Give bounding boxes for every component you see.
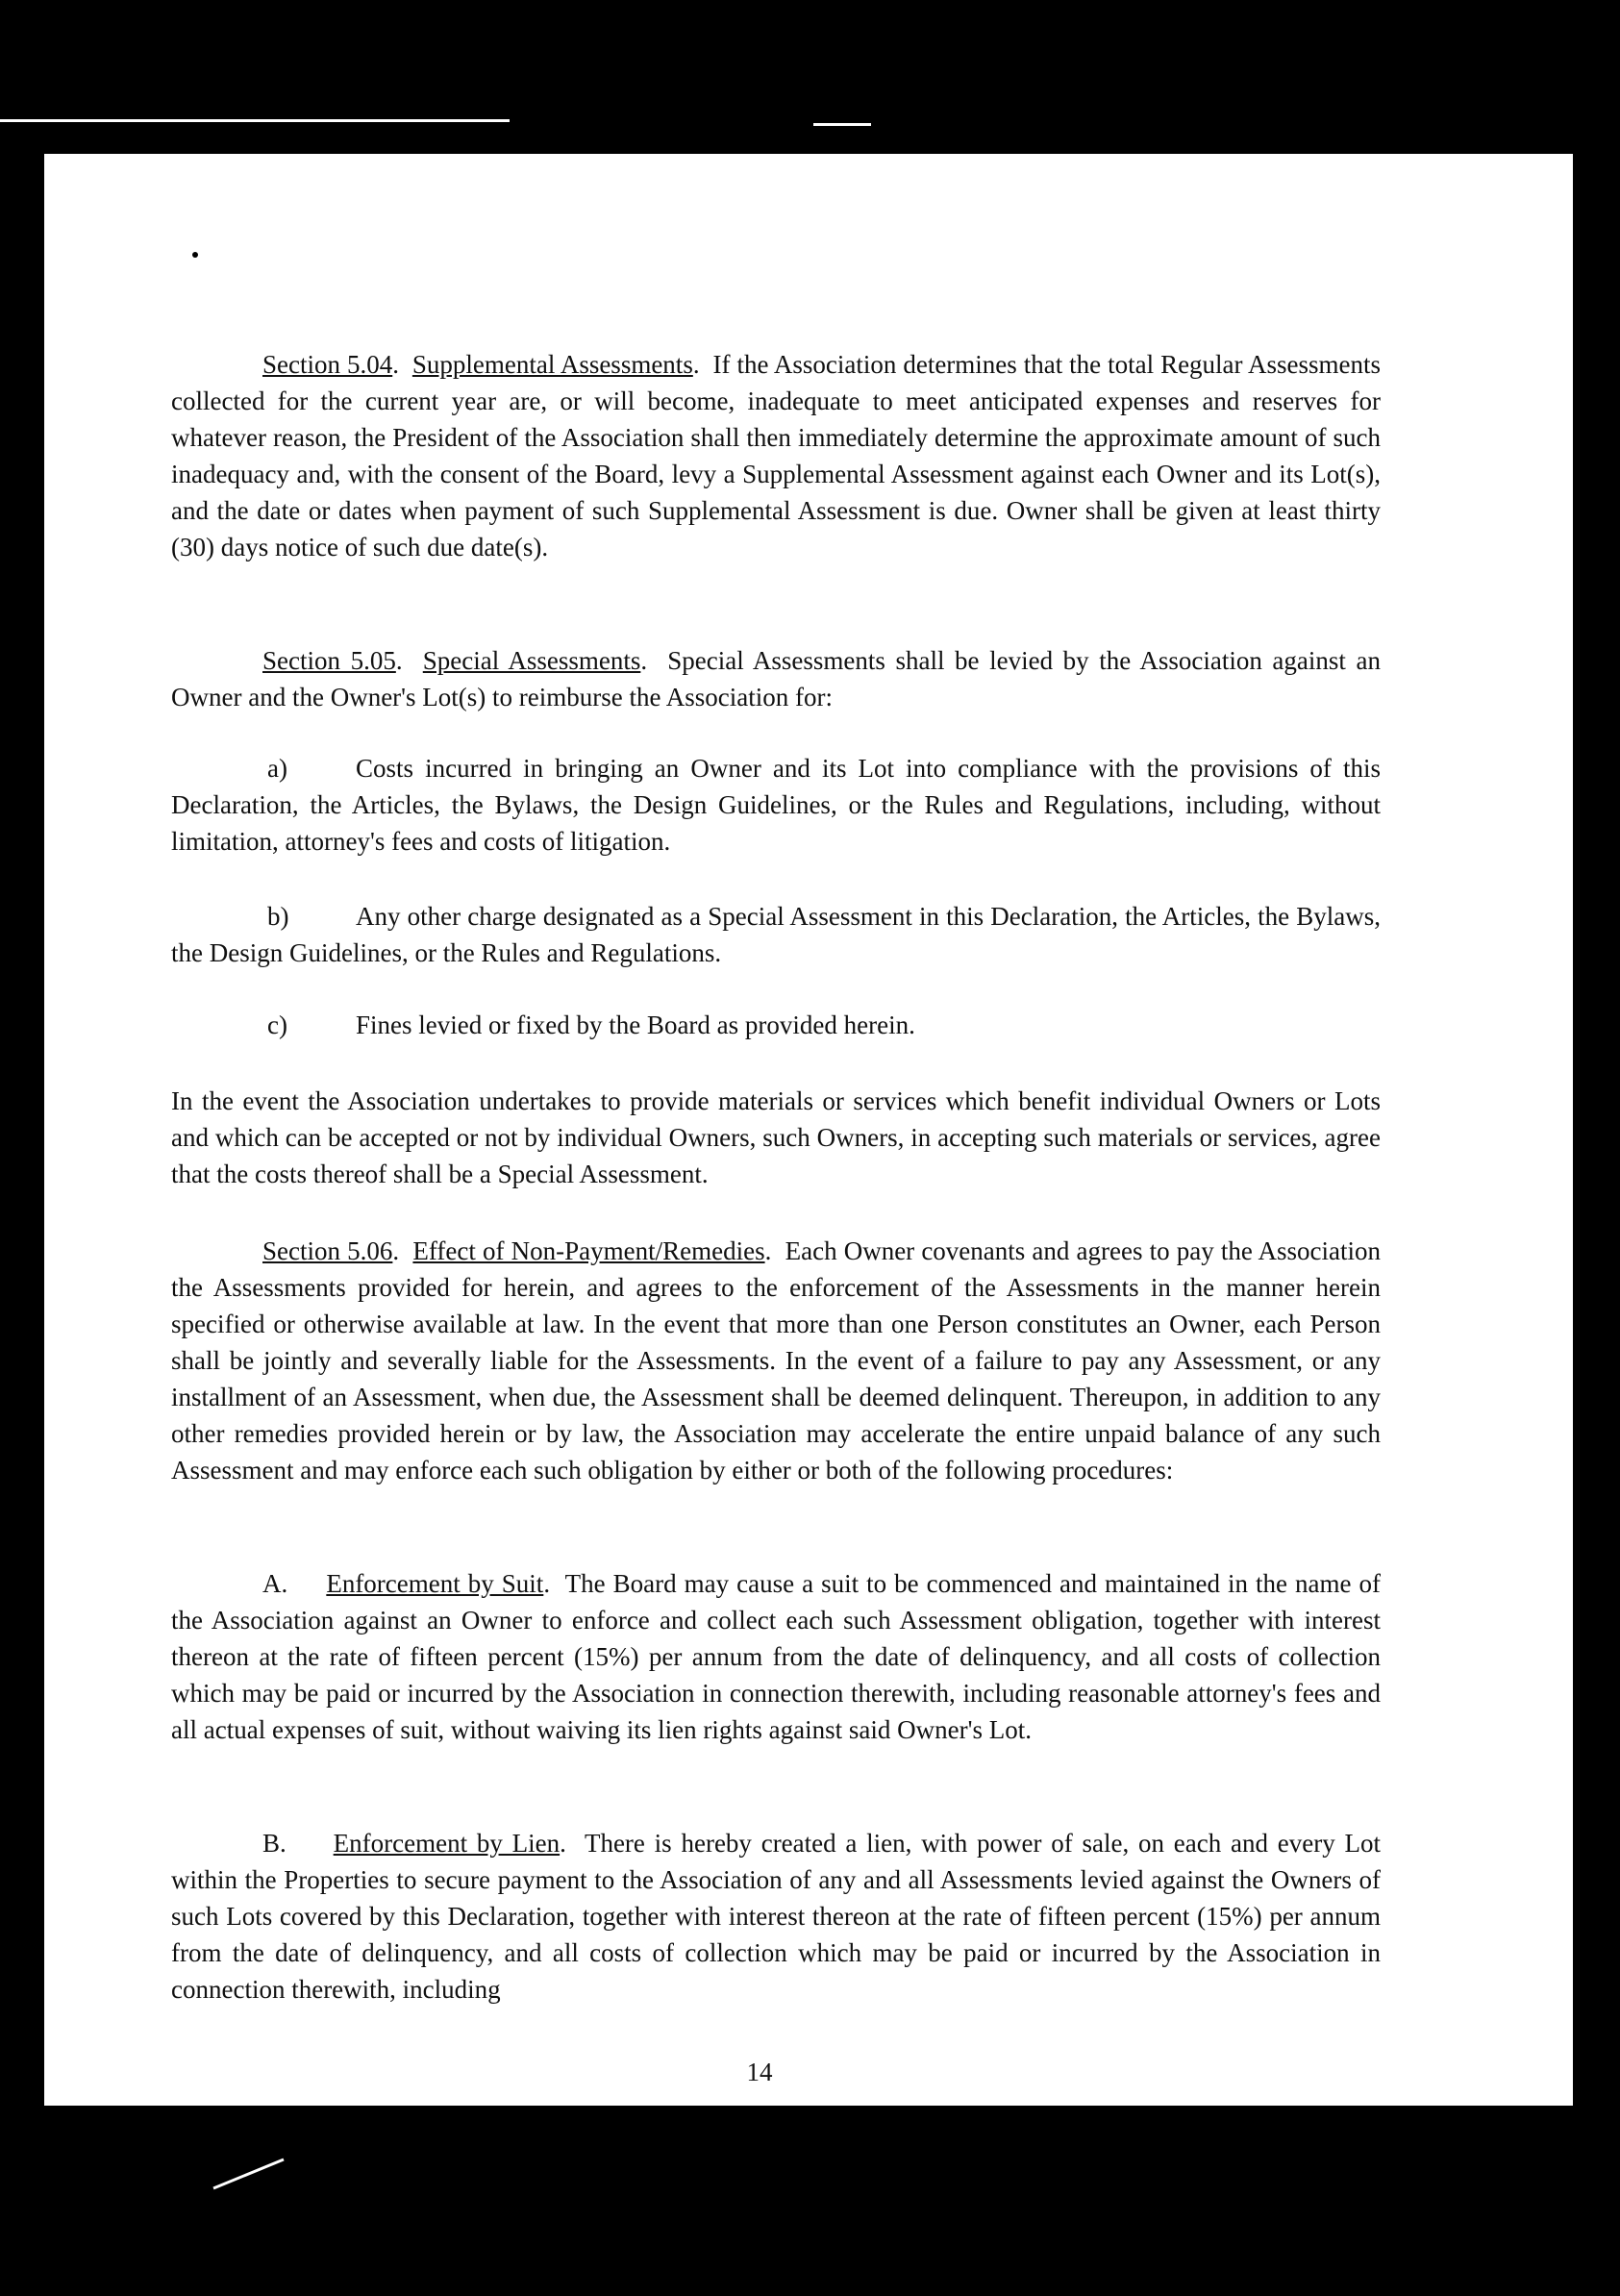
item-marker: A. bbox=[262, 1569, 288, 1598]
section-body: Special Assessments shall be levied by the Association against an Owner and the Owner's Lot(s) to reimburse the Association for: bbox=[171, 646, 1381, 711]
item-marker: B. bbox=[262, 1829, 287, 1858]
scan-artifact-line bbox=[0, 119, 510, 122]
list-item bbox=[171, 1007, 1381, 1043]
list-marker: a) bbox=[267, 754, 287, 783]
item-text: The Board may cause a suit to be commenced and maintained in the name of the Association against an Owner to enforce and collect each such Assessment obligation, together with interest thereon at the rate of fifteen percent (15%) per annum from the date of delinquency, and all costs of collection which may be paid or incurred by the Association in connection therewith, including reasonable attorney's fees and all actual expenses of suit, without waiving its lien rights against said Owner's Lot. bbox=[171, 1569, 1382, 1744]
enforcement-item: A. Enforcement by Suit. The Board may cause a suit to be commenced and maintained in the name of the Association against an Owner to enforce and collect each such Assessment obligation, together with interest thereon at the rate of fifteen percent (15%) per annum from the date of delinquency, and all costs of collection which may be paid or incurred by the Association in connection therewith, including reasonable attorney's fees and all actual expenses of suit, without waiving its lien rights against said Owner's Lot. bbox=[171, 1569, 1382, 1744]
section-body: Each Owner covenants and agrees to pay the Association the Assessments provided for herein, and agrees to the enforcement of the Assessments in the manner herein specified or otherwise available at law. In the event that more than one Person constitutes an Owner, each Person shall be jointly and severally liable for the Assessments. In the event of a failure to pay any Assessment, or any installment of an Assessment, when due, the Assessment shall be deemed delinquent. Thereupon, in addition to any other remedies provided herein or by law, the Association may accelerate the entire unpaid balance of any such Assessment and may enforce each such obligation by either or both of the following procedures: bbox=[171, 1236, 1381, 1485]
section-5-05: Section 5.05. Special Assessments. Special Assessments shall be levied by the Association against an Owner and the Owner's Lot(s) to reimburse the Association for: bbox=[171, 646, 1381, 711]
paragraph-text: In the event the Association undertakes to provide materials or services which benefit individual Owners or Lots and which can be accepted or not by individual Owners, such Owners, in accepting such materials or services, agree that the costs thereof shall be a Special Assessment. bbox=[171, 1086, 1381, 1188]
paragraph bbox=[171, 1083, 1381, 1192]
section-title: Effect of Non-Payment/Remedies bbox=[412, 1236, 765, 1265]
stamp-page: 989 bbox=[427, 2101, 520, 2150]
page-number: 14 bbox=[746, 2058, 773, 2086]
section-heading: Section 5.04 bbox=[262, 350, 393, 379]
section-5-04: Section 5.04. Supplemental Assessments. If the Association determines that the total Regular Assessments collected for the current year are, or will become, inadequate to meet anticipated expenses and reserves for whatever reason, the President of the Association shall then immediately determine the approximate amount of such inadequacy and, with the consent of the Board, levy a Supplemental Assessment against each Owner and its Lot(s), and the date or dates when payment of such Supplemental Assessment is due. Owner shall be given at least thirty (30) days notice of such due date(s). bbox=[171, 350, 1382, 562]
list-item bbox=[171, 750, 1381, 860]
item-text: There is hereby created a lien, with power of sale, on each and every Lot within the Properties to secure payment to the Association of any and all Assessments levied against the Owners of such Lots covered by this Declaration, together with interest thereon at the rate of fifteen percent (15%) per annum from the date of delinquency, and all costs of collection which may be paid or incurred by the Association in connection therewith, including bbox=[171, 1829, 1381, 2004]
scan-speck bbox=[192, 252, 198, 258]
list-item-text: Any other charge designated as a Special Assessment in this Declaration, the Articles, the Bylaws, the Design Guidelines, or the Rules and Regulations. bbox=[171, 902, 1381, 967]
section-body: If the Association determines that the total Regular Assessments collected for the current year are, or will become, inadequate to meet anticipated expenses and reserves for whatever reason, the President of the Association shall then immediately determine the approximate amount of such inadequacy and, with the consent of the Board, levy a Supplemental Assessment against each Owner and its Lot(s), and the date or dates when payment of such Supplemental Assessment is due. Owner shall be given at least thirty (30) days notice of such due date(s). bbox=[171, 350, 1382, 562]
section-heading: Section 5.05 bbox=[262, 646, 396, 675]
list-item-text: Costs incurred in bringing an Owner and its Lot into compliance with the provisions of this Declaration, the Articles, the Bylaws, the Design Guidelines, or the Rules and Regulations, including, without limitation, attorney's fees and costs of litigation. bbox=[171, 754, 1381, 856]
stamp-book: 10318 bbox=[187, 2101, 341, 2150]
section-5-06: Section 5.06. Effect of Non-Payment/Remedies. Each Owner covenants and agrees to pay the Association the Assessments provided for herein, and agrees to the enforcement of the Assessments in the manner herein specified or otherwise available at law. In the event that more than one Person constitutes an Owner, each Person shall be jointly and severally liable for the Assessments. In the event of a failure to pay any Assessment, or any installment of an Assessment, when due, the Assessment shall be deemed delinquent. Thereupon, in addition to any other remedies provided herein or by law, the Association may accelerate the entire unpaid balance of any such Assessment and may enforce each such obligation by either or both of the following procedures: bbox=[171, 1236, 1381, 1485]
scan-artifact-line bbox=[813, 123, 871, 126]
section-heading: Section 5.06 bbox=[262, 1236, 393, 1265]
item-title: Enforcement by Lien bbox=[333, 1829, 561, 1858]
list-marker: c) bbox=[267, 1011, 287, 1039]
recording-stamp bbox=[187, 2101, 520, 2150]
item-title: Enforcement by Suit bbox=[326, 1569, 544, 1598]
enforcement-item: B. Enforcement by Lien. There is hereby created a lien, with power of sale, on each and every Lot within the Properties to secure payment to the Association of any and all Assessments levied against the Owners of such Lots covered by this Declaration, together with interest thereon at the rate of fifteen percent (15%) per annum from the date of delinquency, and all costs of collection which may be paid or incurred by the Association in connection therewith, including bbox=[171, 1829, 1381, 2004]
section-title: Special Assessments bbox=[422, 646, 641, 675]
list-marker: b) bbox=[267, 902, 289, 931]
section-title: Supplemental Assessments bbox=[411, 350, 693, 379]
list-item bbox=[171, 898, 1381, 971]
scan-mark bbox=[212, 2154, 288, 2192]
list-item-text: Fines levied or fixed by the Board as provided herein. bbox=[356, 1011, 915, 1039]
